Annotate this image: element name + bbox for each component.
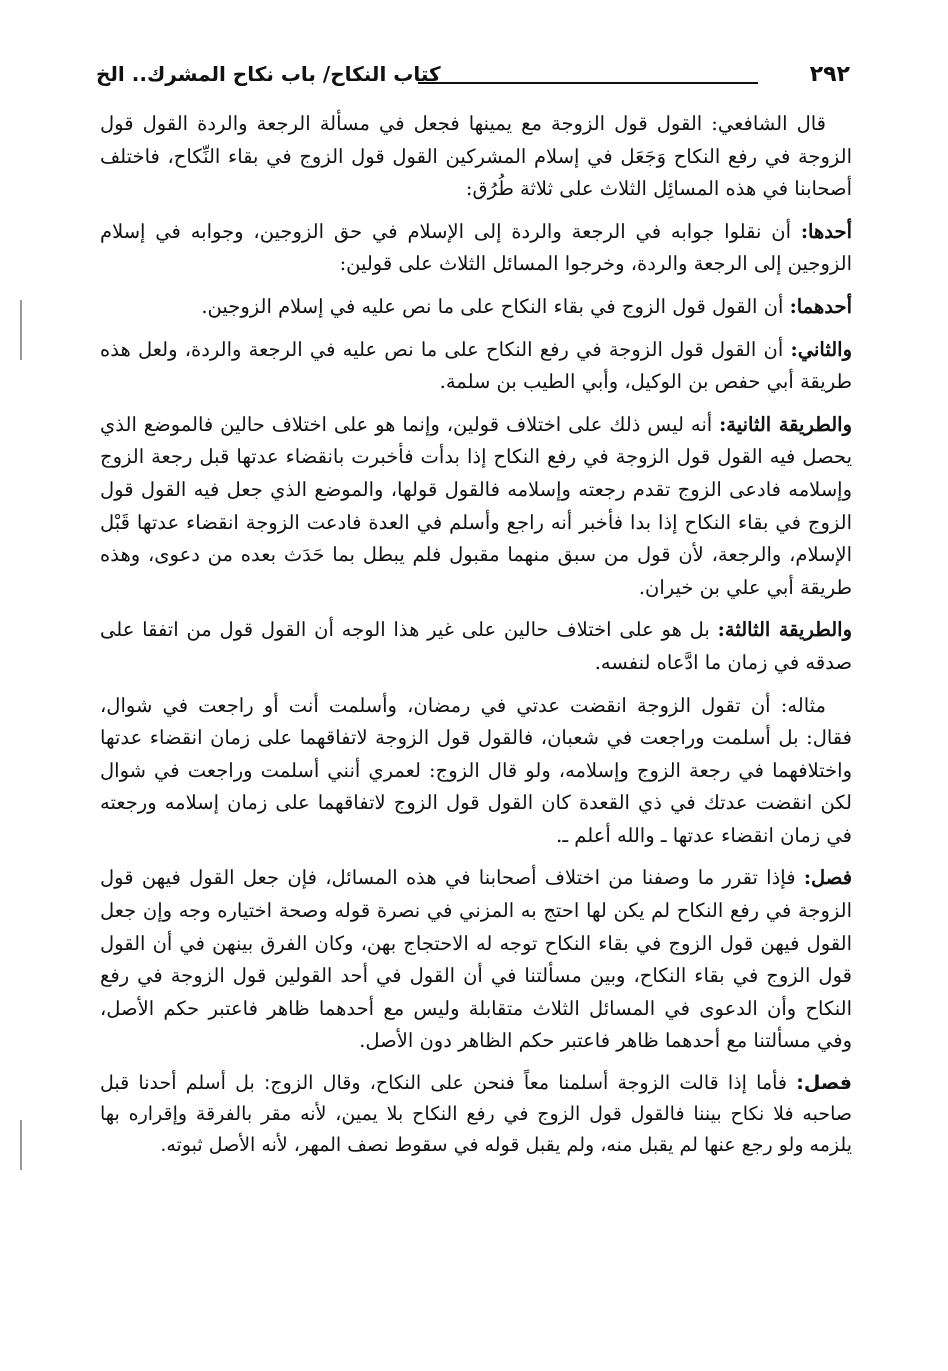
left-margin-mark [20,1120,22,1170]
paragraph-text: فأما إذا قالت الزوجة أسلمنا معاً فنحن على النكاح، وقال الزوج: بل أسلم أحدنا قبل صاحبه فلا نكاح بيننا فالقول قول الزوج في رفع النكاح بلا يمين، لأنه مقر بالفرقة وإقراره بها يلزمه ولو رجع عنها لم يقبل منه، ولم يقبل قوله في سقوط نصف المهر، لأنه الأصل ثبوته. [100,1072,852,1157]
paragraph-text: أن نقلوا جوابه في الرجعة والردة إلى الإسلام في حق الزوجين، وجوابه في إسلام الزوجين إلى الرجعة والردة، وخرجوا المسائل الثلاث على قولين: [100,219,852,276]
header-rule [418,82,758,84]
paragraph-first-opinion [100,291,852,324]
page-body [100,108,852,1171]
paragraph-text: أن القول قول الزوج في بقاء النكاح على ما نص عليه في إسلام الزوجين. [201,294,784,318]
paragraph-lead: والطريقة الثانية: [719,412,852,436]
paragraph-lead: والطريقة الثالثة: [717,618,852,642]
paragraph-text: أنه ليس ذلك على اختلاف قولين، وإنما هو على اختلاف حالين فالموضع الذي يحصل فيه القول قول الزوجة في رفع النكاح إذا بدأت فأخبرت بانقضاء عدتها قبل رجعة الزوج وإسلامه فادعى الزوج تقدم رجعته وإسلامه فالقول قولها، والموضع الذي جعل فيه القول قول الزوج في بقاء النكاح إذا بدا فأخبر أنه راجع وأسلم في العدة فادعت الزوجة انقضاء عدتها قَبْل الإسلام، والرجعة، لأن قول من سبق منهما مقبول فلم يبطل بما حَدَث بعده من دعوى، وهذه طريقة أبي علي بن خيران. [100,412,852,599]
paragraph-section-one [100,862,852,1058]
paragraph-example [100,690,852,853]
paragraph-second-opinion [100,334,852,399]
paragraph-text: مثاله: أن تقول الزوجة انقضت عدتي في رمضان، وأسلمت أنت أو راجعت في شوال، فقال: بل أسلمت وراجعت في شعبان، فالقول قول الزوجة لاتفاقهما على زمان انقضاء عدتها واختلافهما في رجعة الزوج وإسلامه، ولو قال الزوج: لعمري أنني أسلمت وراجعت في شوال لكن انقضت عدتك في ذي القعدة كان القول قول الزوج لاتفاقهما على زمان إسلامه ورجعته في زمان انقضاء عدتها ـ والله أعلم ـ. [100,693,852,847]
paragraph-lead: والثاني: [790,337,852,361]
page-number: ٢٩٢ [809,62,850,87]
paragraph-first-way [100,216,852,281]
paragraph-shafii-statement [100,108,852,206]
left-margin-mark [20,300,22,360]
paragraph-text: فإذا تقرر ما وصفنا من اختلاف أصحابنا في هذه المسائل، فإن جعل القول فيهن قول الزوجة في رفع النكاح لم يكن لها احتج به المزني في نصرة قوله وصحة اختياره وجه وإن جعل القول فيهن قول الزوج في بقاء النكاح توجه له الاحتجاج بهن، وكان الفرق بينهن في أن القول قول الزوج في بقاء النكاح، وبين مسألتنا في أن القول في أحد القولين قول الزوجة في رفع النكاح وأن الدعوى في المسائل الثلاث متقابلة وليس مع أحدهما ظاهر فاعتبر حكم الأصل، وفي مسألتنا مع أحدهما ظاهر فاعتبر حكم الظاهر دون الأصل. [100,866,852,1053]
paragraph-text: أن القول قول الزوجة في رفع النكاح على ما نص عليه في الرجعة والردة، ولعل هذه طريقة أبي حفص بن الوكيل، وأبي الطيب بن سلمة. [100,337,852,394]
paragraph-section-two [100,1068,852,1161]
paragraph-text: بل هو على اختلاف حالين على غير هذا الوجه أن القول قول من اتفقا على صدقه في زمان ما ادَّعاه لنفسه. [100,618,852,674]
paragraph-lead: أحدهما: [789,294,852,318]
paragraph-third-way [100,614,852,679]
paragraph-text: قال الشافعي: القول قول الزوجة مع يمينها فجعل في مسألة الرجعة والردة القول قول الزوجة في رفع النكاح وَجَعَل في إسلام المشركين القول قول الزوج في بقاء النِّكاح، فاختلف أصحابنا في هذه المسائِل الثلاث على ثلاثة طُرُق: [100,112,852,201]
paragraph-lead: أحدها: [800,219,852,243]
paragraph-second-way [100,409,852,605]
running-title: كتاب النكاح/ باب نكاح المشرك.. الخ [96,62,441,86]
paragraph-lead: فصل: [803,866,853,890]
page-header [96,58,850,98]
paragraph-lead: فصل: [796,1072,852,1095]
